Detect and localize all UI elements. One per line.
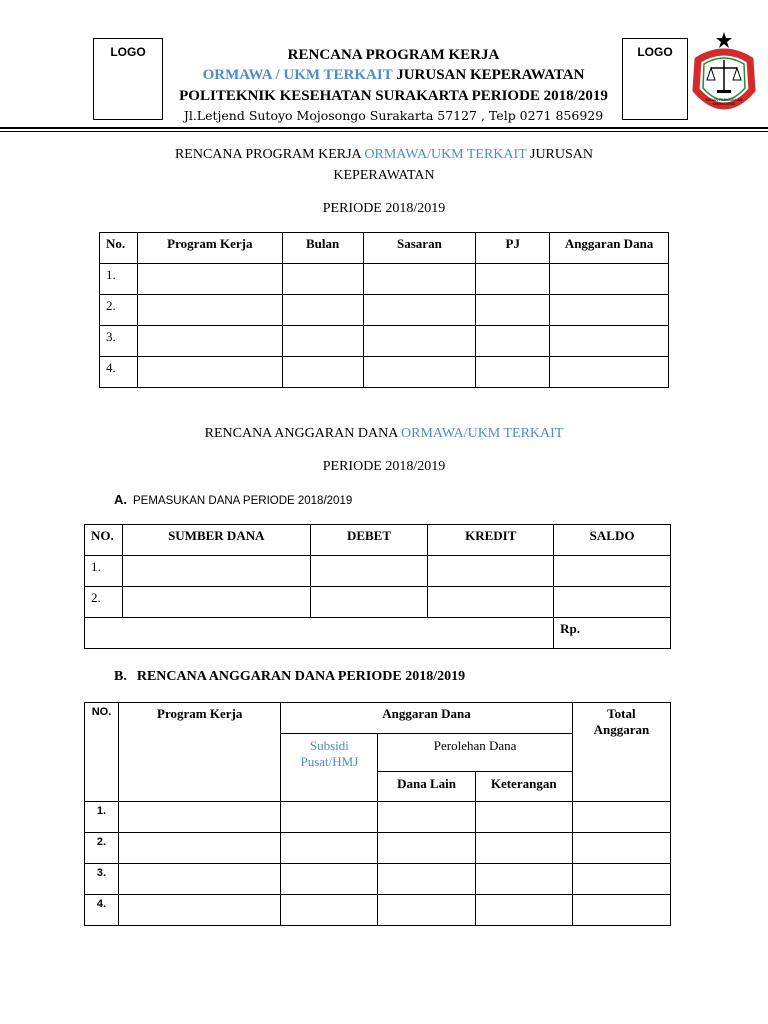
section1-title [0, 147, 768, 163]
col-sumber-dana: SUMBER DANA [122, 525, 310, 556]
col-no: NO. [85, 525, 123, 556]
table-row [100, 295, 669, 326]
table-cell[interactable] [137, 357, 282, 388]
svg-text:MAHASISWA: MAHASISWA [713, 102, 735, 106]
table-cell[interactable] [550, 326, 669, 357]
section2-title-a: RENCANA ANGGARAN DANA [204, 426, 402, 441]
total-saldo-cell[interactable]: Rp. [554, 618, 671, 649]
col-bulan: Bulan [282, 233, 363, 264]
table-cell[interactable] [281, 895, 378, 926]
table-cell[interactable] [281, 833, 378, 864]
table-cell[interactable] [475, 833, 572, 864]
row-number: 4. [85, 895, 119, 926]
col-subsidi-pusat: Subsidi Pusat/HMJ [281, 734, 378, 802]
table-header-row [100, 233, 669, 264]
table-row [85, 895, 671, 926]
section1-title-a: RENCANA PROGRAM KERJA [174, 147, 365, 162]
col-debet: DEBET [310, 525, 428, 556]
header-line-3: POLITEKNIK KESEHATAN SURAKARTA PERIODE 2018/2019 [179, 88, 608, 104]
table-cell[interactable] [137, 326, 282, 357]
table-row [85, 833, 671, 864]
table-cell[interactable] [282, 264, 363, 295]
table-cell[interactable] [310, 556, 428, 587]
table-cell[interactable] [476, 326, 550, 357]
table-cell[interactable] [475, 802, 572, 833]
col-perolehan-dana: Perolehan Dana [378, 734, 572, 772]
table-cell[interactable] [378, 864, 475, 895]
table-cell[interactable] [122, 556, 310, 587]
table-row [100, 357, 669, 388]
row-number: 3. [85, 864, 119, 895]
section1-period: PERIODE 2018/2019 [322, 201, 446, 216]
header-org-name: ORMAWA / UKM TERKAIT [202, 67, 393, 83]
table-cell[interactable] [363, 357, 476, 388]
subsection-b-letter: B. [114, 669, 127, 684]
rencana-anggaran-table [84, 702, 671, 926]
table-cell[interactable] [572, 895, 670, 926]
table-cell[interactable] [119, 833, 281, 864]
table-header-row [85, 525, 671, 556]
table-row [85, 864, 671, 895]
row-number: 2. [85, 833, 119, 864]
row-number: 2. [100, 295, 138, 326]
table-row [85, 802, 671, 833]
table-cell[interactable] [281, 802, 378, 833]
logo-right-placeholder: LOGO [622, 38, 688, 120]
total-spacer-cell [85, 618, 554, 649]
table-cell[interactable] [363, 326, 476, 357]
subsection-a-heading [114, 492, 352, 507]
table-cell[interactable] [554, 587, 671, 618]
table-cell[interactable] [363, 264, 476, 295]
table-cell[interactable] [476, 357, 550, 388]
table-cell[interactable] [476, 264, 550, 295]
row-number: 1. [85, 556, 123, 587]
table-row [100, 326, 669, 357]
table-cell[interactable] [119, 864, 281, 895]
table-cell[interactable] [550, 295, 669, 326]
table-cell[interactable] [137, 264, 282, 295]
section2-title-blue: ORMAWA/UKM TERKAIT [401, 426, 564, 441]
subsection-b-heading [114, 669, 465, 685]
section2-title [0, 426, 768, 442]
row-number: 1. [85, 802, 119, 833]
program-kerja-table [99, 232, 669, 388]
section1-title-cont: KEPERAWATAN [333, 168, 435, 183]
col-kredit: KREDIT [428, 525, 554, 556]
table-cell[interactable] [282, 357, 363, 388]
row-number: 1. [100, 264, 138, 295]
table-cell[interactable] [554, 556, 671, 587]
table-cell[interactable] [281, 864, 378, 895]
col-keterangan: Keterangan [475, 772, 572, 802]
table-cell[interactable] [550, 357, 669, 388]
row-number: 4. [100, 357, 138, 388]
section2-period: PERIODE 2018/2019 [322, 459, 446, 474]
table-row [85, 556, 671, 587]
table-row [100, 264, 669, 295]
table-cell[interactable] [475, 895, 572, 926]
table-cell[interactable] [282, 295, 363, 326]
col-saldo: SALDO [554, 525, 671, 556]
table-cell[interactable] [378, 802, 475, 833]
header-rule-thin [0, 131, 768, 132]
col-no: NO. [85, 703, 119, 802]
svg-text:BADAN PERWAKILAN: BADAN PERWAKILAN [705, 98, 743, 102]
row-number: 2. [85, 587, 123, 618]
table-cell[interactable] [137, 295, 282, 326]
row-number: 3. [100, 326, 138, 357]
subsection-b-label: RENCANA ANGGARAN DANA PERIODE 2018/2019 [136, 669, 466, 684]
header-line-1: RENCANA PROGRAM KERJA [287, 47, 500, 63]
table-cell[interactable] [550, 264, 669, 295]
table-cell[interactable] [428, 556, 554, 587]
table-cell[interactable] [119, 802, 281, 833]
bpm-emblem-icon [684, 30, 764, 126]
table-cell[interactable] [428, 587, 554, 618]
section1-title-blue: ORMAWA/UKM TERKAIT [364, 147, 527, 162]
table-cell[interactable] [119, 895, 281, 926]
col-sasaran: Sasaran [363, 233, 476, 264]
col-dana-lain: Dana Lain [378, 772, 475, 802]
table-cell[interactable] [572, 833, 670, 864]
table-header-row [85, 703, 671, 734]
col-anggaran-dana: Anggaran Dana [550, 233, 669, 264]
col-anggaran-dana: Anggaran Dana [281, 703, 572, 734]
table-cell[interactable] [572, 864, 670, 895]
table-total-row [85, 618, 671, 649]
header-dept: JURUSAN KEPERAWATAN [392, 67, 585, 83]
table-cell[interactable] [476, 295, 550, 326]
table-cell[interactable] [122, 587, 310, 618]
table-cell[interactable] [378, 833, 475, 864]
header-rule-thick [0, 127, 768, 129]
logo-left-placeholder: LOGO [93, 38, 163, 120]
pemasukan-dana-table [84, 524, 671, 649]
section1-title-b: JURUSAN [526, 147, 594, 162]
table-cell[interactable] [363, 295, 476, 326]
col-program-kerja: Program Kerja [137, 233, 282, 264]
col-total-anggaran: Total Anggaran [572, 703, 670, 802]
table-cell[interactable] [378, 895, 475, 926]
header-address: Jl.Letjend Sutoyo Mojosongo Surakarta 57127 , Telp 0271 856929 [183, 108, 604, 123]
table-row [85, 587, 671, 618]
table-cell[interactable] [572, 802, 670, 833]
col-program-kerja: Program Kerja [119, 703, 281, 802]
col-pj: PJ [476, 233, 550, 264]
table-cell[interactable] [475, 864, 572, 895]
table-cell[interactable] [282, 326, 363, 357]
subsection-a-label: PEMASUKAN DANA PERIODE 2018/2019 [133, 495, 353, 507]
table-cell[interactable] [310, 587, 428, 618]
col-no: No. [100, 233, 138, 264]
subsection-a-letter: A. [114, 492, 127, 507]
header-line-2 [165, 67, 622, 84]
